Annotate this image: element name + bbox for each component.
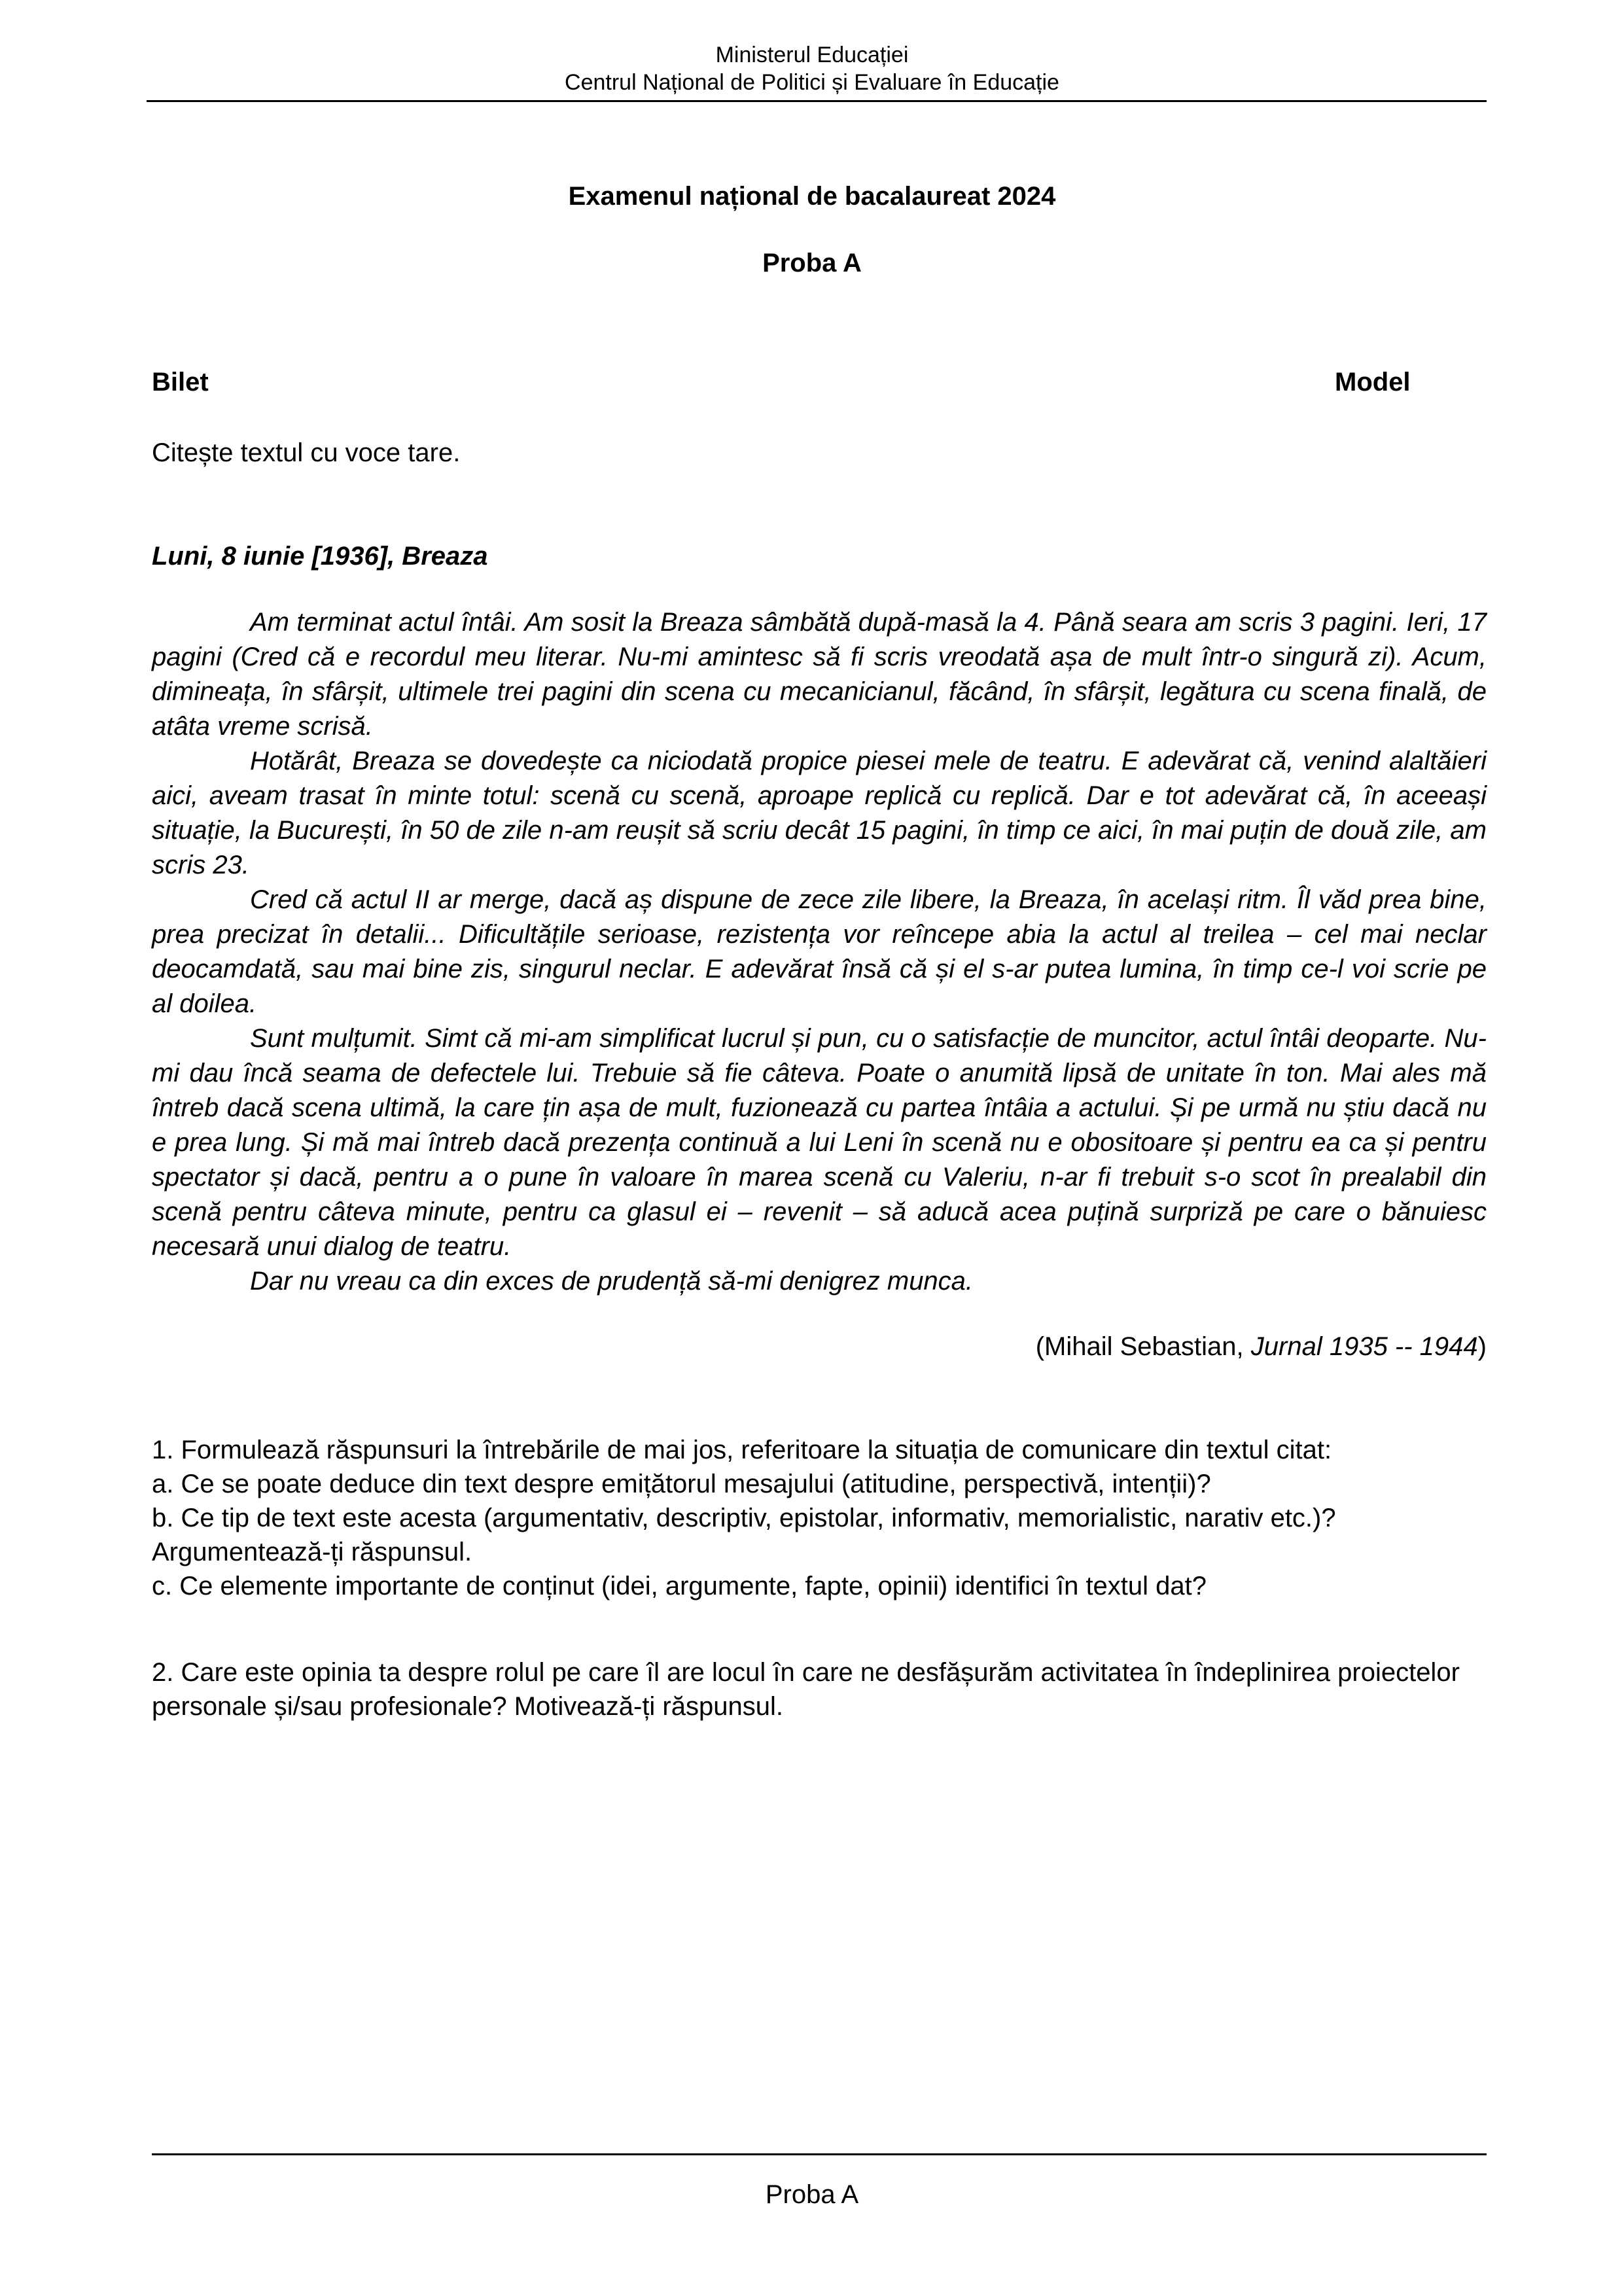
model-label: Model [1335, 368, 1411, 397]
journal-paragraph: Sunt mulțumit. Simt că mi-am simplificat lucrul și pun, cu o satisfacție de muncitor, actul întâi deoparte. Nu-mi dau încă seama de defectele lui. Trebuie să fie câteva. Poate o anumită lipsă de unitate în ton. Mai ales mă întreb dacă scena ultimă, la care țin așa de mult, fuzionează cu partea întâia a actului. Și pe urmă nu știu dacă nu e prea lung. Și mă mai întreb dacă prezența continuă a lui Leni în scenă nu e obositoare și pentru ea ca și pentru spectator și dacă, pentru a o pune în valoare în marea scenă cu Valeriu, n-ar fi trebuit s-o scot în prealabil din scenă pentru câteva minute, pentru ca glasul ei – revenit – să aducă acea puțină surpriză pe care o bănuiesc necesară unui dialog de teatru. [152, 1024, 1487, 1261]
question-1-b: b. Ce tip de text este acesta (argumentativ, descriptiv, epistolar, informativ, memorialistic, narativ etc.)? Argumentează-ți răspunsul. [152, 1504, 1336, 1566]
header-center: Centrul Național de Politici și Evaluare în Educație [565, 70, 1059, 95]
question-1-intro: 1. Formulează răspunsuri la întrebările de mai jos, referitoare la situația de comunicare din textul citat: [152, 1436, 1332, 1464]
journal-paragraph: Dar nu vreau ca din exces de prudență să-mi denigrez munca. [250, 1267, 974, 1296]
journal-entry-heading: Luni, 8 iunie [1936], Breaza [152, 542, 488, 571]
proba-title: Proba A [762, 249, 862, 277]
journal-paragraph: Cred că actul II ar merge, dacă aș dispune de zece zile libere, la Breaza, în același ritm. Îl văd prea bine, prea precizat în detalii... Dificultățile serioase, rezistența vor reîncepe abia la actul al treilea – cel mai neclar deocamdată, sau mai bine zis, singurul neclar. E adevărat însă că și el s-ar putea lumina, în timp ce-l voi scrie pe al doilea. [152, 885, 1487, 1018]
citation-author: (Mihail Sebastian, [1035, 1332, 1251, 1361]
journal-paragraph: Am terminat actul întâi. Am sosit la Breaza sâmbătă după-masă la 4. Până seara am scris 3 pagini. Ieri, 17 pagini (Cred că e recordul meu literar. Nu-mi amintesc să fi scris vreodată așa de mult într-o singură zi). Acum, dimineața, în sfârșit, ultimele trei pagini din scena cu mecanicianul, făcând, în sfârșit, legătura cu scena finală, de atâta vreme scrisă. [152, 608, 1487, 741]
question-1 [152, 1433, 1487, 1603]
journal-paragraph: Hotărât, Breaza se dovedește ca niciodată propice piesei mele de teatru. E adevărat că, venind alaltăieri aici, aveam trasat în minte totul: scenă cu scenă, aproape replică cu replică. Dar e tot adevărat că, în aceeași situație, la București, în 50 de zile n-am reușit să scriu decât 15 pagini, în timp ce aici, în mai puțin de două zile, am scris 23. [152, 747, 1487, 879]
header-ministry: Ministerul Educației [715, 43, 909, 67]
question-2-text: 2. Care este opinia ta despre rolul pe care îl are locul în care ne desfășurăm activitatea în îndeplinirea proiectelor personale și/sau profesionale? Motivează-ți răspunsul. [152, 1658, 1460, 1721]
citation-close: ) [1477, 1332, 1487, 1361]
bilet-label: Bilet [152, 368, 209, 397]
citation [152, 1331, 1487, 1362]
footer-divider [152, 2153, 1487, 2155]
reading-instruction: Citește textul cu voce tare. [152, 438, 461, 467]
header-divider [147, 100, 1487, 102]
footer-label: Proba A [765, 2180, 859, 2209]
question-1-a: a. Ce se poate deduce din text despre emițătorul mesajului (atitudine, perspectivă, intenții)? [152, 1470, 1211, 1498]
exam-title: Examenul național de bacalaureat 2024 [568, 182, 1056, 211]
citation-work: Jurnal 1935 -- 1944 [1250, 1332, 1478, 1361]
question-1-c: c. Ce elemente importante de conținut (idei, argumente, fapte, opinii) identifici în textul dat? [152, 1572, 1207, 1600]
question-2 [152, 1655, 1487, 1723]
journal-text [152, 605, 1487, 1299]
